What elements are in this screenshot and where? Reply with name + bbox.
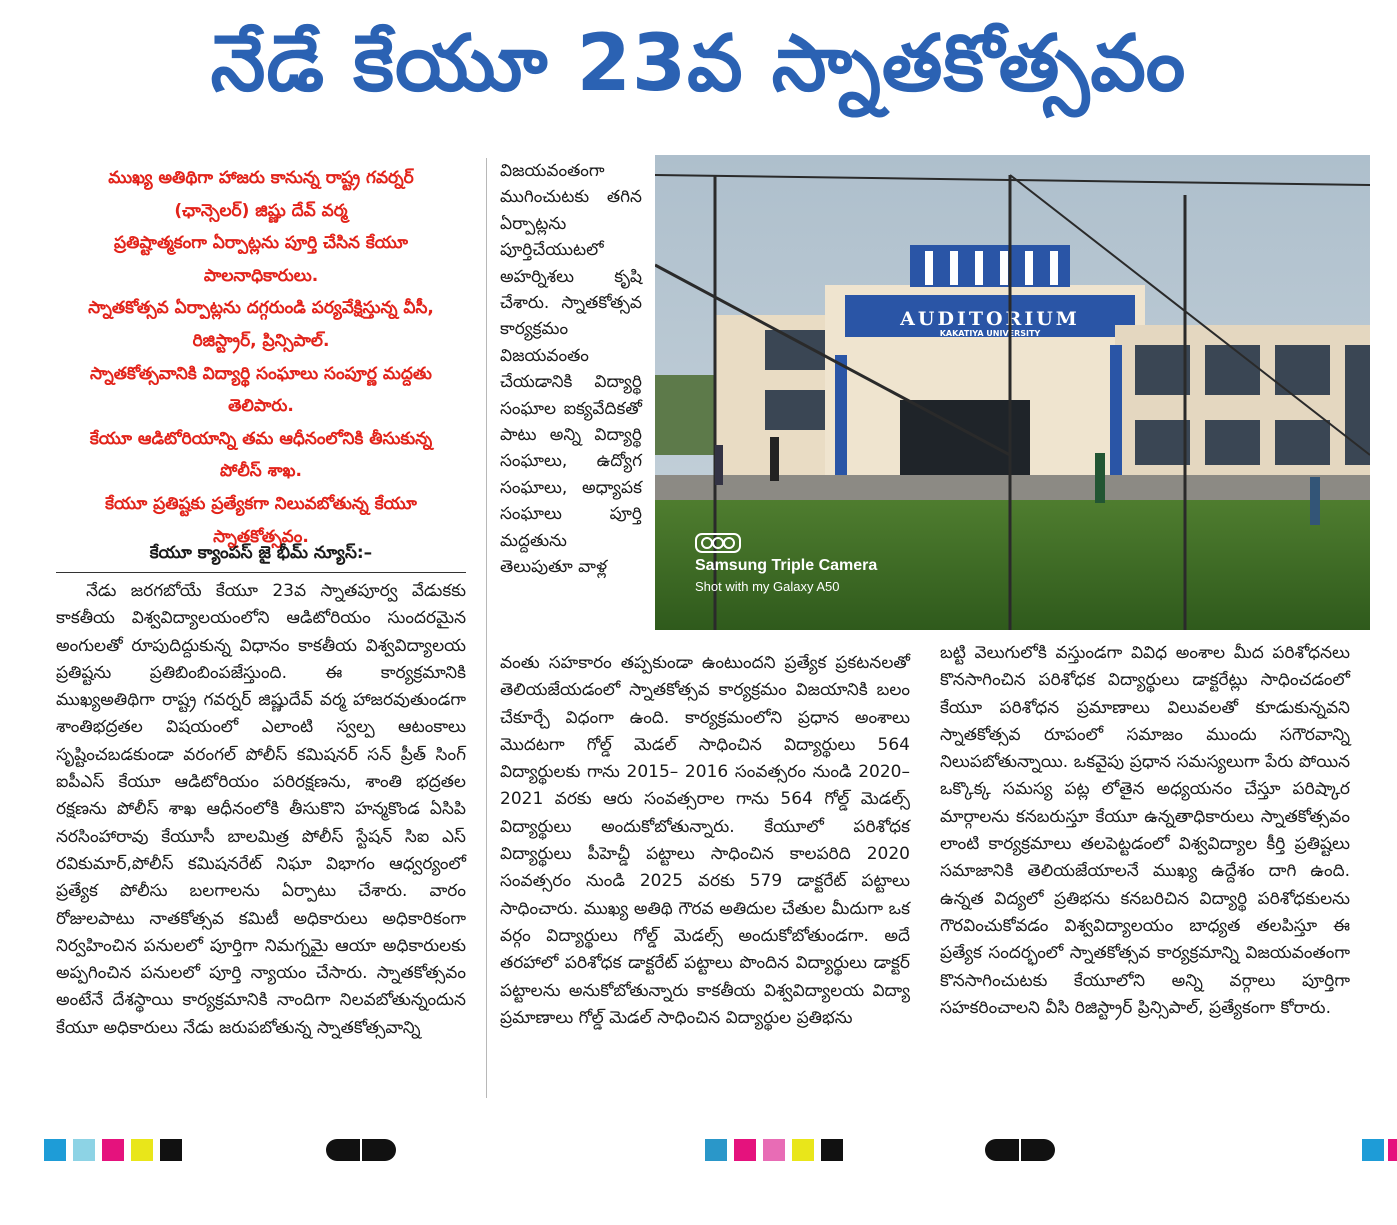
color-swatch [1388,1139,1397,1161]
color-swatch [763,1139,785,1161]
highlight-line: ప్రతిష్టాత్మకంగా ఏర్పాట్లను పూర్తి చేసిన కేయూ [114,233,408,254]
highlight-line: స్నాతకోత్సవ ఏర్పాట్లను దగ్గరుండి పర్యవేక్షిస్తున్న వీసీ, [88,298,434,319]
color-swatch [1362,1139,1384,1161]
highlight-line: తెలిపారు. [228,396,294,417]
camera-icon [695,531,741,555]
color-swatch [102,1139,124,1161]
highlight-line: (ఛాన్సెలర్) జిష్ణు దేవ్ వర్మ [174,200,348,221]
highlight-line: కేయూ ప్రతిష్టకు ప్రత్యేకగా నిలువబోతున్న కేయూ [105,493,417,514]
highlight-line: రిజిస్ట్రార్, ప్రిన్సిపాల్. [192,330,330,351]
column-divider [486,158,487,1098]
highlight-line: పాలనాధికారులు. [203,265,319,286]
color-swatch [821,1139,843,1161]
highlight-line: పోలీస్ శాఖ. [220,461,302,482]
byline: కేయూ క్యాంపస్ జై భీమ్ న్యూస్:– [149,543,373,563]
highlight-line: ముఖ్య అతిథిగా హాజరు కానున్న రాష్ట్ర గవర్నర్ [108,168,414,188]
color-swatch [792,1139,814,1161]
color-swatch [734,1139,756,1161]
highlight-line: కేయూ ఆడిటోరియాన్ని తమ ఆధీనంలోనికి తీసుకున్న [89,428,433,449]
color-swatch [44,1139,66,1161]
article-column-3: బట్టి వెలుగులోకి వస్తుండగా వివిధ అంశాల మీద పరిశోధనలు కొనసాగించిన పరిశోధక విద్యార్థులు డాక్టరేట్లు సాధించడంలో కేయూ పరిశోధన ప్రమాణాలు విలువలతో కూడుకున్నవని స్నాతకోత్సవ రూపంలో సమాజం ముందు సగౌరవాన్ని నిలుపబోతున్నాయి. ఒకవైపు ప్రధాన సమస్యలుగా పేరు పోయిన ఒక్కొక్క సమస్య పట్ల లోతైన అధ్యయనం చేస్తూ పరిష్కార మార్గాలను కనబరుస్తూ కేయూ ఉన్నతాధికారులు స్నాతకోత్సవం లాంటి కార్యక్రమాలు తలపెట్టడంలో విశ్వవిద్యాల కీర్తి ప్రతిష్టలు సమాజానికి తెలియజేయాలనే ముఖ్య ఉద్దేశం దాగి ఉంది. ఉన్నత విద్యలో ప్రతిభను కనబరిచిన విద్యార్థి పరిశోధకులను గౌరవించుకోవడం విశ్వవిద్యాలయం బాధ్యత తలపిస్తూ ఈ ప్రత్యేక సందర్భంలో స్నాతకోత్సవ కార్యక్రమాన్ని విజయవంతంగా కొనసాగించుటకు కేయూలోని అన్ని వర్గాలు పూర్తిగా సహకరించాలని వీసి రిజిస్ట్రార్ ప్రిన్సిపాల్, ప్రత్యేకంగా కోరారు. [940,643,1350,1018]
camera-watermark-sub: Shot with my Galaxy A50 [695,579,840,594]
color-swatch [705,1139,727,1161]
article-column-1: నేడు జరగబోయే కేయూ 23వ స్నాతపూర్వ వేడుకకు కాకతీయ విశ్వవిద్యాలయంలోని ఆడిటోరియం సుందరమైన అంగులతో రూపుదిద్దుకున్న విధానం కాకతీయ విశ్వవిద్యాలయ ప్రతిష్టను ప్రతిబింబింపజేస్తుంది. ఈ కార్యక్రమానికి ముఖ్యఅతిథిగా రాష్ట్ర గవర్నర్ జిష్ణుదేవ్ వర్మ హాజరవుతుండగా శాంతిభద్రతల విషయంలో ఎలాంటి స్వల్ప ఆటంకాలు సృష్టించబడకుండా వరంగల్ పోలీస్ కమిషనర్ సన్ ప్రీత్ సింగ్ ఐపీఎస్ కేయూ ఆడిటోరియం పరిరక్షణను, శాంతి భద్రతల రక్షణను పోలీస్ శాఖ ఆధీనంలోకి తీసుకొని హన్మకొండ ఏసిపి నరసింహారావు కేయూసీ బాలమిత్ర పోలీస్ స్టేషన్ సిఐ ఎస్ రవికుమార్,పోలీస్ కమిషనరేట్ నిఘా విభాగం ఆధ్వర్యంలో ప్రత్యేక పోలీసు బలగాలను ఏర్పాటు చేశారు. వారం రోజులపాటు నాతకోత్సవ కమిటీ అధికారులు అధికారికంగా నిర్వహించిన పనులలో పూర్తిగా నిమగ్నమై ఆయా అధికారులకు అప్పగించిన పనులలో పూర్తి న్యాయం చేసారు. స్నాతకోత్సవం అంటేనే దేశస్థాయి కార్యక్రమానికి నాందిగా నిలవబోతున్నందున కేయూ అధికారులు నేడు జరుపబోతున్న స్నాతకోత్సవాన్ని [56,581,466,1038]
byline-divider [56,572,466,573]
registration-pill [326,1139,396,1161]
article-column-2: వంతు సహకారం తప్పకుండా ఉంటుందని ప్రత్యేక ప్రకటనలతో తెలియజేయడంలో స్నాతకోత్సవ కార్యక్రమం విజయానికి బలం చేకూర్చే విధంగా ఉంది. కార్యక్రమంలోని ప్రధాన అంశాలు మొదటగా గోల్డ్ మెడల్ సాధించిన విద్యార్థులు 564 విద్యార్థులకు గాను 2015– 2016 సంవత్సరం నుండి 2020–2021 వరకు ఆరు సంవత్సరాల గాను 564 గోల్డ్ మెడల్స్ విద్యార్థులు అందుకోబోతున్నారు. కేయూలో పరిశోధక విద్యార్థులు పీహెచ్డీ పట్టాలు సాధించిన కాలపరిది 2020 సంవత్సరం నుండి 2025 వరకు 579 డాక్టరేట్ పట్టాలు సాధించారు. ముఖ్య అతిథి గౌరవ అతిదుల చేతుల మీదుగా ఒక వర్గం విద్యార్థులు గోల్డ్ మెడల్స్ అందుకోబోతుండగా. అదే తరహాలో పరిశోధక డాక్టరేట్ పట్టాలు పొందిన విద్యార్థులు డాక్టర్ పట్టాలను అనుకోబోతున్నారు కాకతీయ విశ్వవిద్యాలయ విద్యా ప్రమాణాలు గోల్డ్ మెడల్ సాధించిన విద్యార్థుల ప్రతిభను [500,653,910,1028]
color-swatch [160,1139,182,1161]
page-headline: నేడే కేయూ 23వ స్నాతకోత్సవం [210,19,1187,109]
auditorium-sign: AUDITORIUM [900,308,1080,330]
color-swatch [73,1139,95,1161]
highlights-box [56,162,466,553]
color-swatch [131,1139,153,1161]
auditorium-photo [655,155,1370,630]
camera-watermark: Samsung Triple Camera [695,557,878,574]
university-sign: KAKATIYA UNIVERSITY [939,329,1041,338]
article-column-2-top: విజయవంతంగా ముగించుటకు తగిన ఏర్పాట్లను పూర్తిచేయుటలో అహర్నిశలు కృషి చేశారు. స్నాతకోత్సవ కార్యక్రమం విజయవంతం చేయడానికి విద్యార్థి సంఘాల ఐక్యవేదికతో పాటు అన్ని విద్యార్థి సంఘాలు, ఉద్యోగ సంఘాలు, అధ్యాపక సంఘాలు పూర్తి మద్దతును తెలుపుతూ వాళ్ల [500,161,642,578]
highlight-line: స్నాతకోత్సవం. [213,526,309,547]
highlight-line: స్నాతకోత్సవానికి విద్యార్థి సంఘాలు సంపూర్ణ మద్దతు [90,363,432,384]
registration-pill [985,1139,1055,1161]
